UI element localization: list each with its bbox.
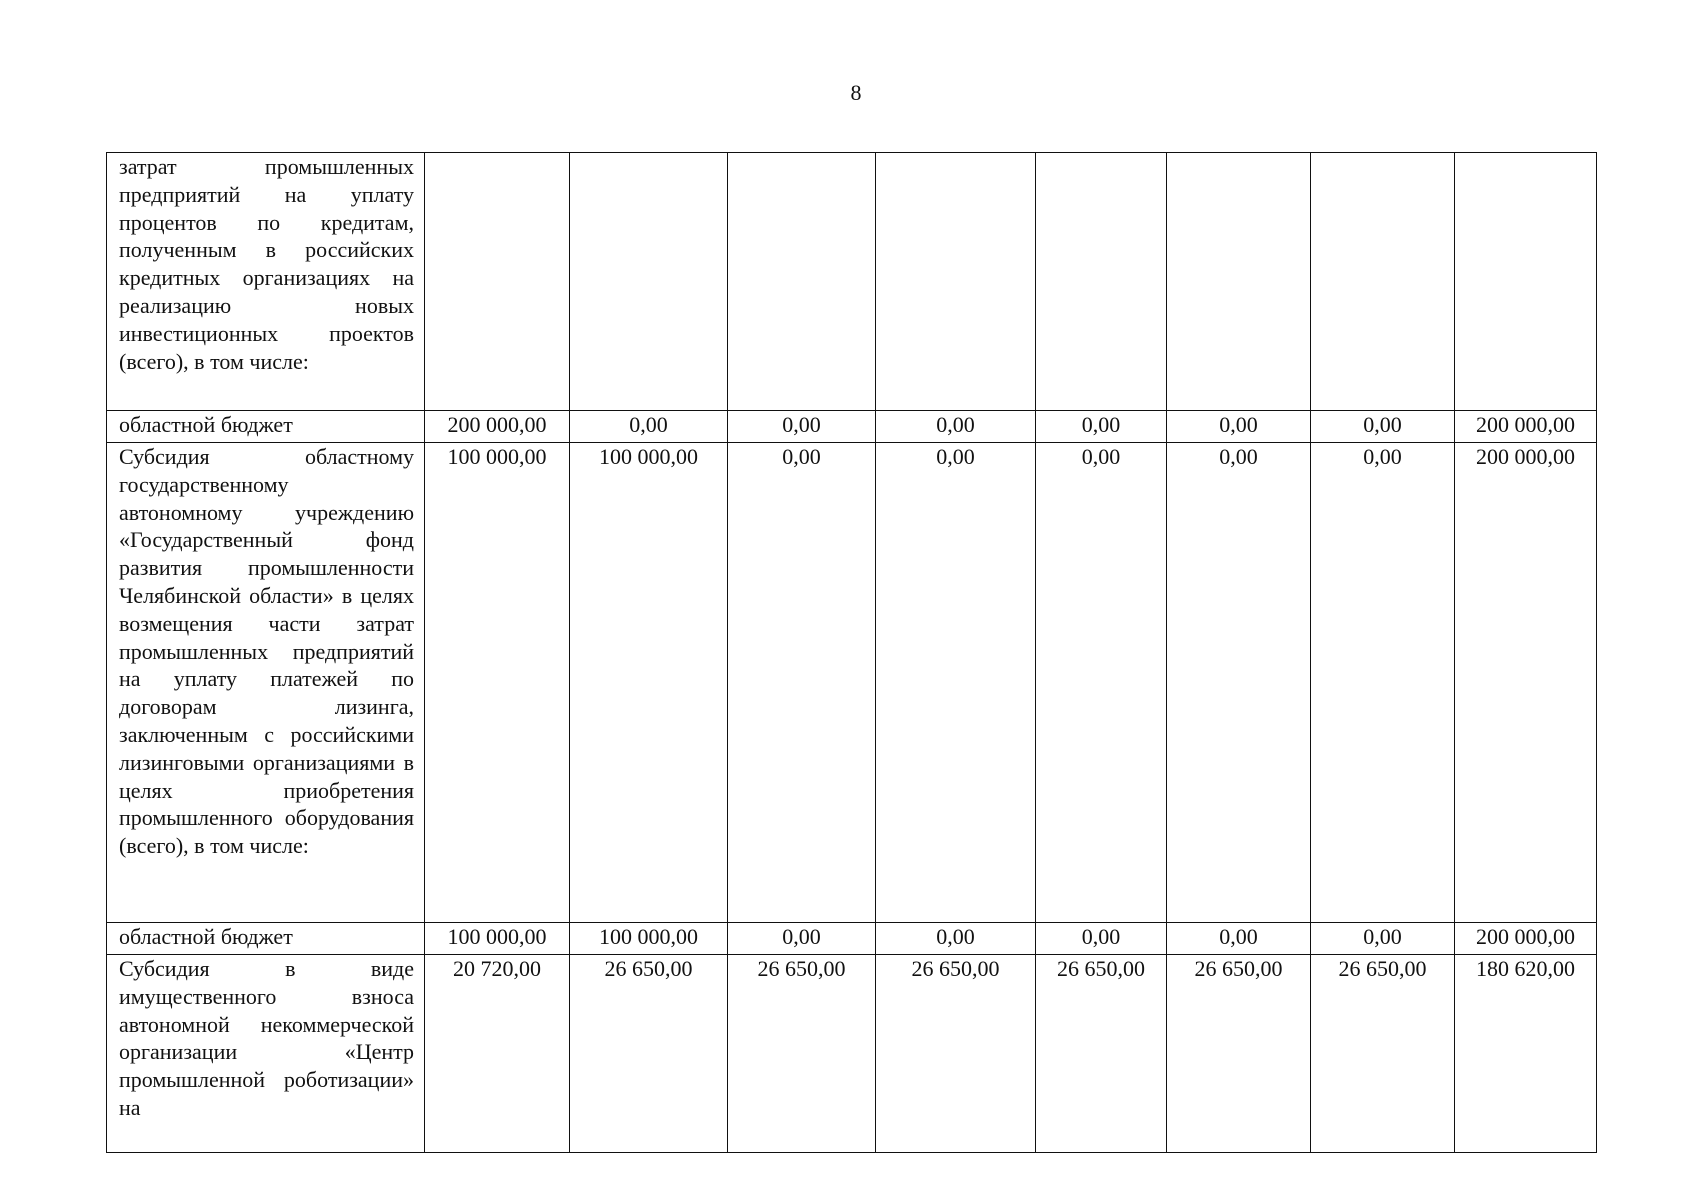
row-label: затрат промышленных предприятий на уплату процентов по кредитам, полученным в российских кредитных организациях на реализацию новых инвестиционных проектов (всего), в том числе: [107, 153, 425, 411]
value-cell: 200 000,00 [425, 411, 570, 443]
row-label: Субсидия областному государственному автономному учреждению «Государственный фонд развития промышленности Челябинской области» в целях возмещения части затрат промышленных предприятий на уплату платежей по договорам лизинга, заключенным с российскими лизинговыми организациями в целях приобретения промышленного оборудования (всего), в том числе: [107, 443, 425, 923]
value-cell [1167, 153, 1311, 411]
value-cell: 0,00 [1167, 923, 1311, 955]
value-cell: 100 000,00 [570, 443, 728, 923]
value-cell: 0,00 [728, 443, 876, 923]
total-cell: 180 620,00 [1455, 955, 1597, 1153]
value-cell: 26 650,00 [570, 955, 728, 1153]
value-cell: 0,00 [728, 923, 876, 955]
value-cell: 26 650,00 [1311, 955, 1455, 1153]
row-label: Субсидия в виде имущественного взноса автономной некоммерческой организации «Центр промышленной роботизации» на [107, 955, 425, 1153]
value-cell: 100 000,00 [570, 923, 728, 955]
value-cell [1311, 153, 1455, 411]
value-cell [570, 153, 728, 411]
value-cell: 0,00 [1036, 923, 1167, 955]
value-cell: 0,00 [570, 411, 728, 443]
value-cell [728, 153, 876, 411]
total-cell [1455, 153, 1597, 411]
value-cell: 0,00 [728, 411, 876, 443]
total-cell: 200 000,00 [1455, 923, 1597, 955]
value-cell: 0,00 [1311, 923, 1455, 955]
value-cell: 26 650,00 [728, 955, 876, 1153]
value-cell: 20 720,00 [425, 955, 570, 1153]
value-cell [876, 153, 1036, 411]
value-cell [1036, 153, 1167, 411]
value-cell: 0,00 [1311, 411, 1455, 443]
row-label: областной бюджет [107, 411, 425, 443]
value-cell [425, 153, 570, 411]
value-cell: 100 000,00 [425, 443, 570, 923]
value-cell: 100 000,00 [425, 923, 570, 955]
value-cell: 0,00 [876, 411, 1036, 443]
table-row [107, 443, 1597, 923]
value-cell: 0,00 [1036, 411, 1167, 443]
value-cell: 26 650,00 [876, 955, 1036, 1153]
value-cell: 0,00 [876, 923, 1036, 955]
budget-table [106, 152, 1597, 1153]
table-row [107, 153, 1597, 411]
total-cell: 200 000,00 [1455, 443, 1597, 923]
value-cell: 0,00 [1167, 411, 1311, 443]
value-cell: 26 650,00 [1167, 955, 1311, 1153]
table-row [107, 923, 1597, 955]
page-number: 8 [850, 80, 862, 105]
value-cell: 26 650,00 [1036, 955, 1167, 1153]
table-row [107, 411, 1597, 443]
value-cell: 0,00 [1036, 443, 1167, 923]
value-cell: 0,00 [1311, 443, 1455, 923]
total-cell: 200 000,00 [1455, 411, 1597, 443]
row-label: областной бюджет [107, 923, 425, 955]
value-cell: 0,00 [1167, 443, 1311, 923]
value-cell: 0,00 [876, 443, 1036, 923]
table-row [107, 955, 1597, 1153]
